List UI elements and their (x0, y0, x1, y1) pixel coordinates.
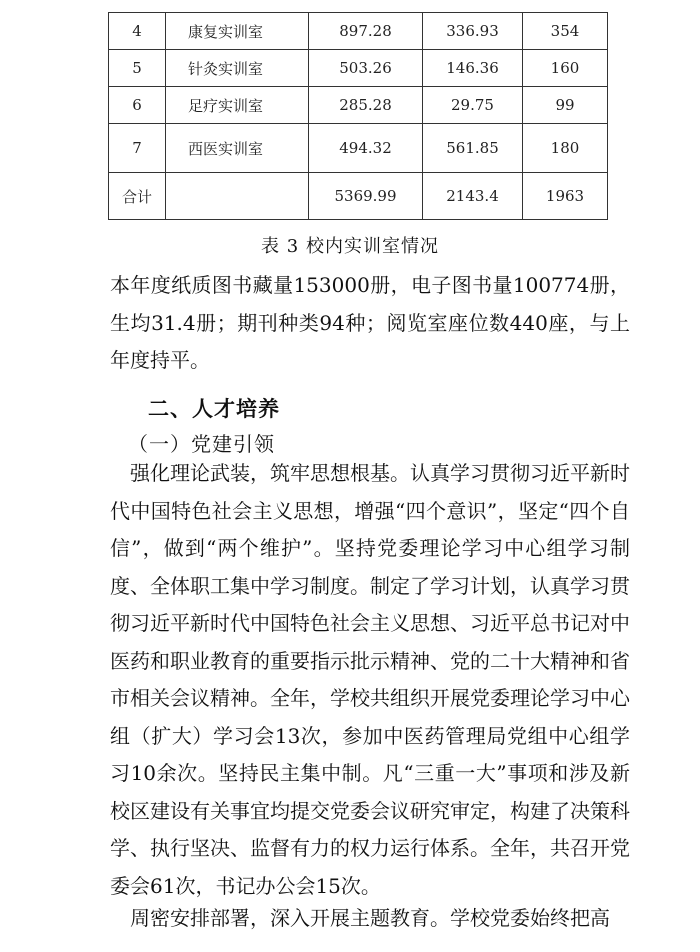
theme-education-paragraph: 周密安排部署，深入开展主题教育。学校党委始终把高 (130, 906, 610, 930)
room-name: 针灸实训室 (166, 50, 309, 87)
section-heading: 二、人才培养 (148, 397, 280, 421)
total-value: 5369.99 (309, 173, 423, 220)
row-number: 5 (109, 50, 166, 87)
total-label: 合计 (109, 173, 166, 220)
cell-value: 99 (523, 87, 608, 124)
table-caption: 表 3 校内实训室情况 (261, 236, 439, 257)
row-number: 7 (109, 124, 166, 173)
cell-value: 897.28 (309, 13, 423, 50)
cell-value: 561.85 (423, 124, 523, 173)
total-value: 1963 (523, 173, 608, 220)
row-number: 4 (109, 13, 166, 50)
cell-value: 146.36 (423, 50, 523, 87)
cell-value: 336.93 (423, 13, 523, 50)
table-row (109, 13, 608, 50)
room-name: 西医实训室 (166, 124, 309, 173)
library-paragraph: 本年度纸质图书藏量153000册，电子图书量100774册，生均31.4册；期刊种类94种；阅览室座位数440座，与上年度持平。 (110, 273, 630, 372)
lab-rooms-table (108, 12, 608, 220)
room-name: 康复实训室 (166, 13, 309, 50)
cell-value: 29.75 (423, 87, 523, 124)
total-value: 2143.4 (423, 173, 523, 220)
party-building-paragraph: 强化理论武装，筑牢思想根基。认真学习贯彻习近平新时代中国特色社会主义思想，增强“四个意识”，坚定“四个自信”，做到“两个维护”。坚持党委理论学习中心组学习制度、全体职工集中学习制度。制定了学习计划，认真学习贯彻习近平新时代中国特色社会主义思想、习近平总书记对中医药和职业教育的重要指示批示精神、党的二十大精神和省市相关会议精神。全年，学校共组织开展党委理论学习中心组（扩大）学习会13次，参加中医药管理局党组中心组学习10余次。坚持民主集中制。凡“三重一大”事项和涉及新校区建设有关事宜均提交党委会议研究审定，构建了决策科学、执行坚决、监督有力的权力运行体系。全年，共召开党委会61次，书记办公会15次。 (110, 461, 630, 898)
row-number: 6 (109, 87, 166, 124)
cell-value: 285.28 (309, 87, 423, 124)
table-row (109, 50, 608, 87)
cell-value: 494.32 (309, 124, 423, 173)
cell-value: 503.26 (309, 50, 423, 87)
table-row (109, 87, 608, 124)
table-row (109, 124, 608, 173)
cell-value: 180 (523, 124, 608, 173)
cell-value: 354 (523, 13, 608, 50)
table-total-row (109, 173, 608, 220)
cell-value: 160 (523, 50, 608, 87)
subsection-heading: （一）党建引领 (128, 432, 275, 456)
room-name: 足疗实训室 (166, 87, 309, 124)
total-name (166, 173, 309, 220)
